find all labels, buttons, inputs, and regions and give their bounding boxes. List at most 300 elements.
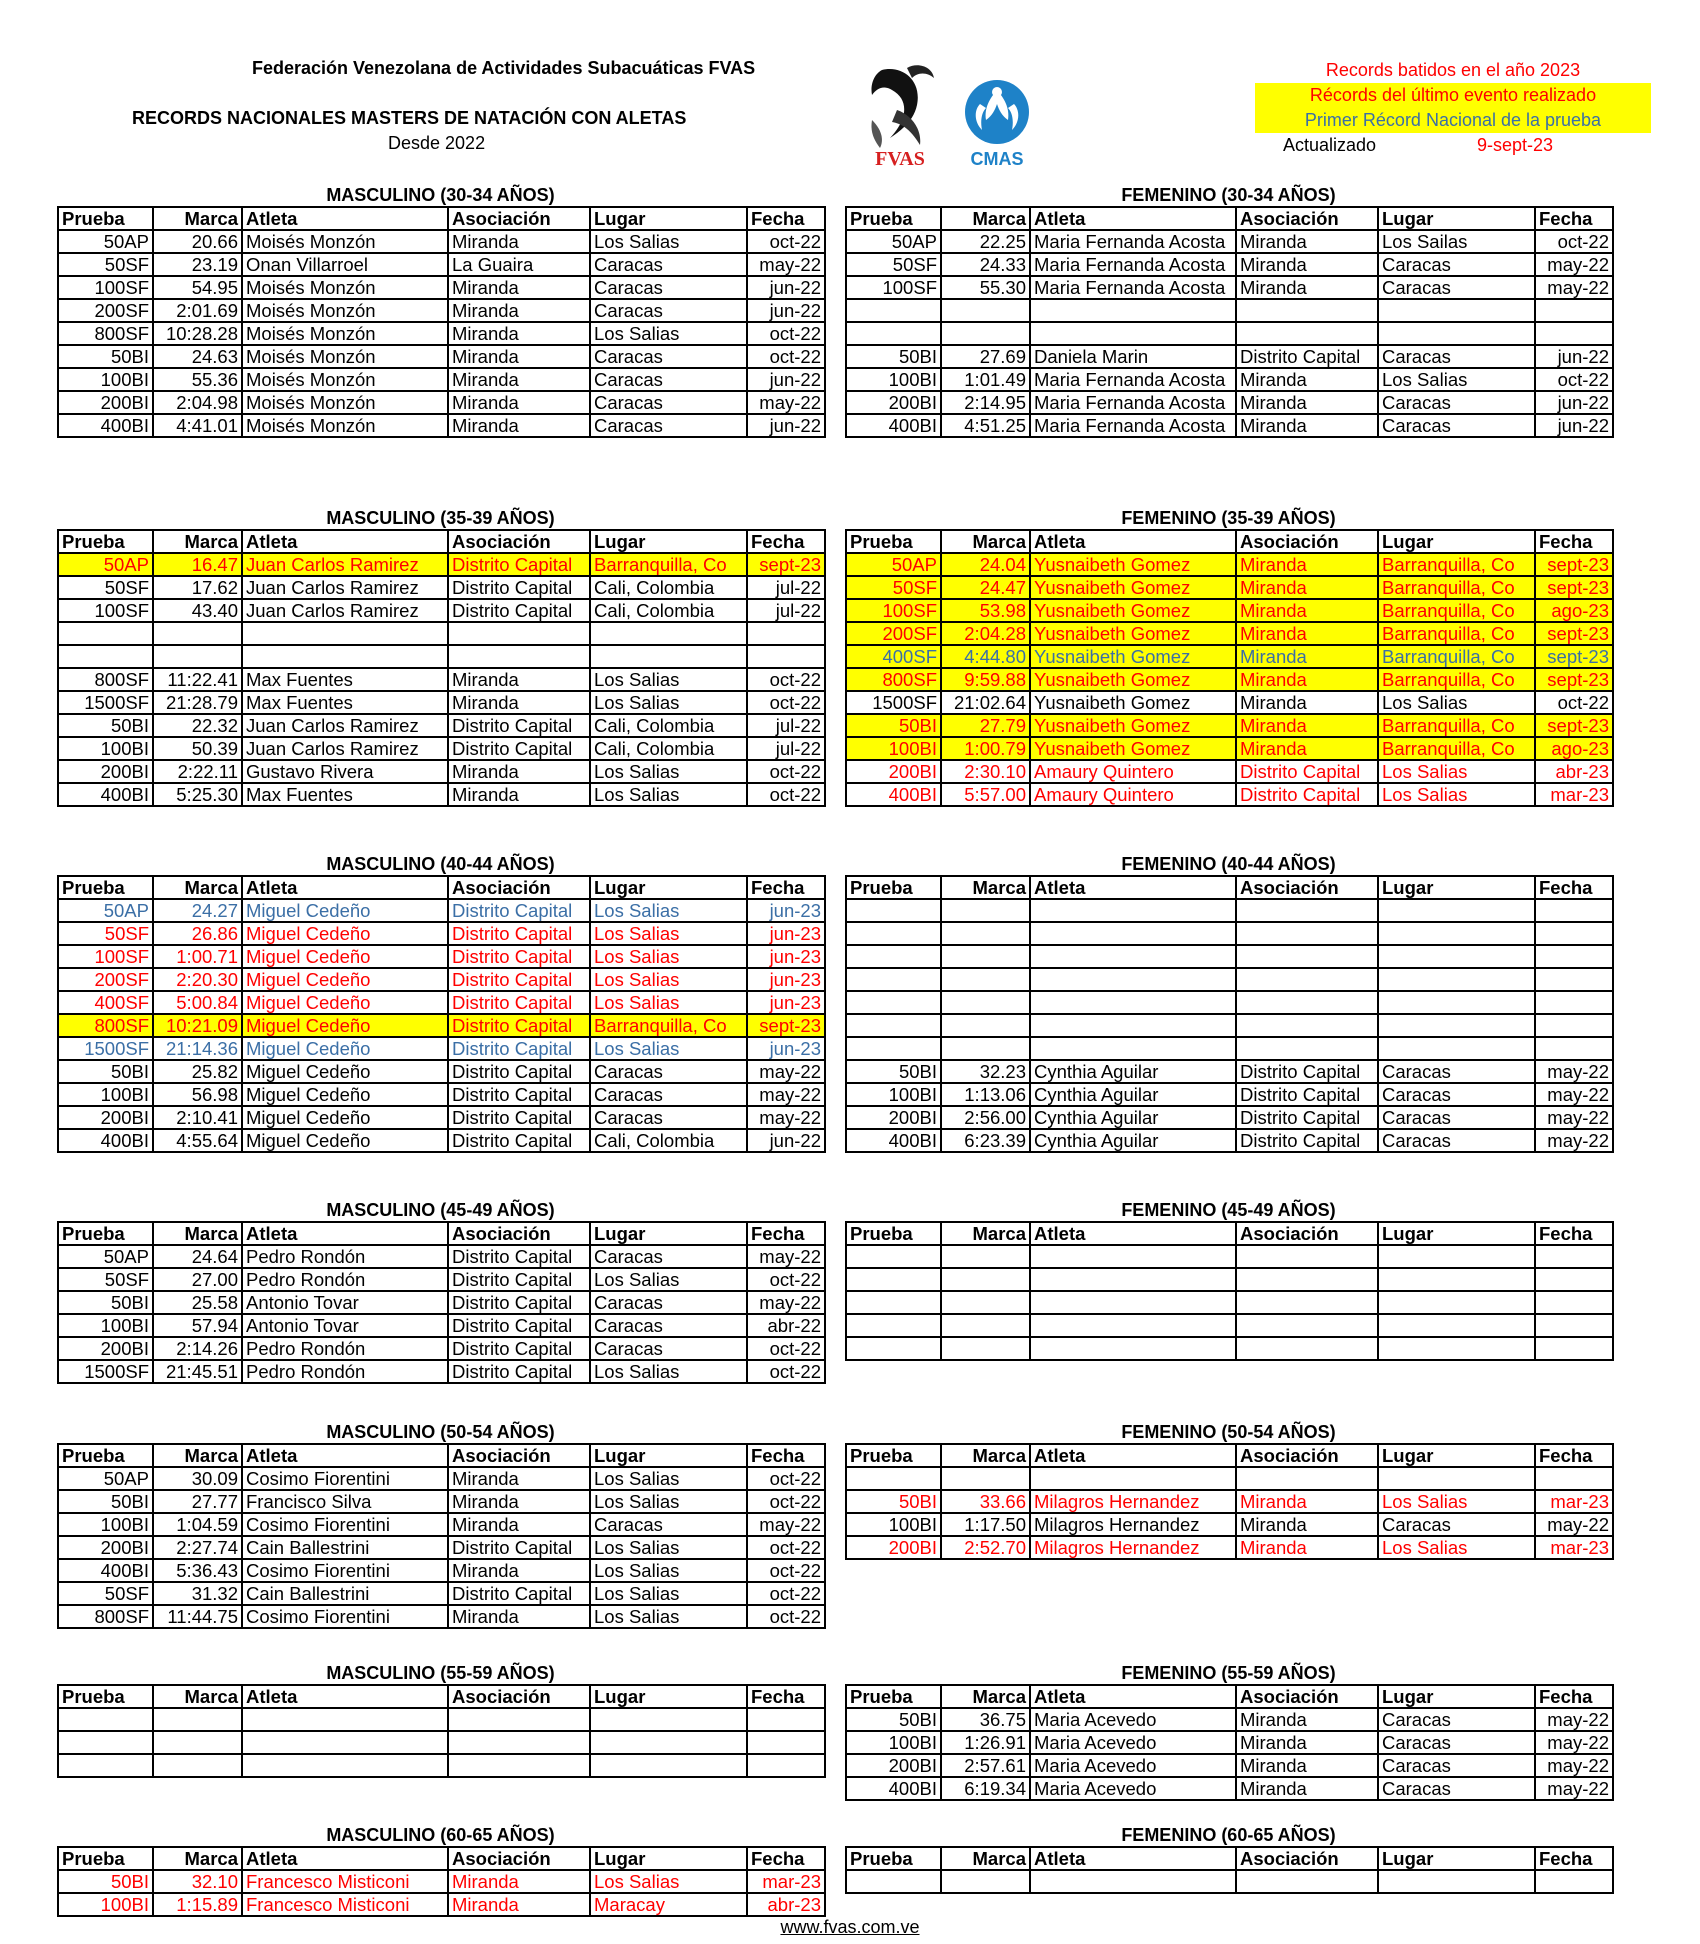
column-header-fecha: Fecha [747,1222,825,1245]
cell-prueba: 50BI [58,1490,153,1513]
cell-fecha: oct-22 [747,1337,825,1360]
cell-lugar: Caracas [590,276,747,299]
cell-lugar: Caracas [1378,1060,1535,1083]
cell-marca: 27.79 [941,714,1030,737]
logos [862,60,1062,170]
cell-atleta: Antonio Tovar [242,1314,448,1337]
cell-prueba [846,1037,941,1060]
cell-fecha: jun-23 [747,945,825,968]
cell-prueba: 50SF [58,1268,153,1291]
table-header-row [58,1222,825,1245]
cell-marca: 22.32 [153,714,242,737]
cell-asociacion: Miranda [448,668,590,691]
cell-marca: 21:45.51 [153,1360,242,1383]
cell-lugar: Caracas [1378,414,1535,437]
column-header-lugar: Lugar [590,1685,747,1708]
records-table-femenino [845,1684,1614,1801]
cell-prueba: 200BI [58,760,153,783]
cell-prueba: 400BI [846,1777,941,1800]
cell-atleta: Yusnaibeth Gomez [1030,691,1236,714]
cell-fecha [1535,991,1613,1014]
cell-atleta [1030,1291,1236,1314]
records-table-masculino [57,1684,826,1778]
cell-asociacion: Distrito Capital [1236,760,1378,783]
column-header-lugar: Lugar [590,1444,747,1467]
cell-prueba: 50BI [846,1060,941,1083]
column-header-marca: Marca [153,530,242,553]
cell-asociacion: Miranda [448,1513,590,1536]
cell-prueba: 50AP [58,1467,153,1490]
column-header-prueba: Prueba [846,876,941,899]
cell-prueba [58,1731,153,1754]
cell-atleta: Miguel Cedeño [242,899,448,922]
table-row [58,230,825,253]
cell-prueba: 50AP [846,553,941,576]
cell-marca: 4:41.01 [153,414,242,437]
cell-atleta [242,645,448,668]
records-table-masculino [57,206,826,438]
cell-lugar: Barranquilla, Co [590,553,747,576]
cell-prueba: 800SF [58,668,153,691]
legend-beaten-2023: Records batidos en el año 2023 [1325,60,1581,80]
cell-prueba: 100BI [846,368,941,391]
cell-prueba: 100SF [58,945,153,968]
cell-lugar [1378,1014,1535,1037]
cell-marca: 2:14.95 [941,391,1030,414]
cell-lugar: Los Salias [590,968,747,991]
table-row [58,322,825,345]
table-row [58,391,825,414]
cell-fecha [1535,299,1613,322]
cell-asociacion: Miranda [448,368,590,391]
cell-marca: 2:22.11 [153,760,242,783]
cell-atleta: Juan Carlos Ramirez [242,576,448,599]
column-header-marca: Marca [153,1444,242,1467]
cell-lugar: Caracas [1378,1708,1535,1731]
cell-asociacion [448,622,590,645]
cell-lugar [1378,322,1535,345]
cell-prueba: 1500SF [846,691,941,714]
table-row [846,1037,1613,1060]
cell-marca [153,1731,242,1754]
table-row [58,1708,825,1731]
cell-asociacion [1236,991,1378,1014]
cell-asociacion: Distrito Capital [448,1314,590,1337]
cell-asociacion: Distrito Capital [448,737,590,760]
cell-atleta: Amaury Quintero [1030,783,1236,806]
table-row [58,1513,825,1536]
cell-fecha: sept-23 [1535,714,1613,737]
cell-atleta: Max Fuentes [242,783,448,806]
cell-prueba [846,1245,941,1268]
section-title-femenino: FEMENINO (55-59 AÑOS) [1121,1663,1336,1683]
cell-lugar: Los Salias [590,1582,747,1605]
table-row [846,622,1613,645]
cell-prueba: 50BI [846,1708,941,1731]
cell-fecha: jul-22 [747,737,825,760]
updated-date: 9-sept-23 [1477,135,1554,155]
cell-marca [941,991,1030,1014]
table-row [846,391,1613,414]
table-row [846,253,1613,276]
column-header-lugar: Lugar [1378,530,1535,553]
cell-prueba [846,922,941,945]
column-header-marca: Marca [941,1444,1030,1467]
cell-marca [941,1014,1030,1037]
cell-fecha [1535,1870,1613,1893]
cell-prueba: 100BI [58,1893,153,1916]
cell-lugar: Caracas [590,391,747,414]
cell-atleta [1030,899,1236,922]
cell-asociacion: Distrito Capital [448,1291,590,1314]
cell-prueba: 400BI [58,783,153,806]
cell-asociacion: Miranda [1236,1754,1378,1777]
cell-prueba: 100BI [58,1083,153,1106]
table-row [846,1754,1613,1777]
cell-marca: 4:51.25 [941,414,1030,437]
cell-marca: 2:14.26 [153,1337,242,1360]
cell-prueba [846,322,941,345]
cell-asociacion [448,1754,590,1777]
cell-asociacion: Distrito Capital [448,553,590,576]
cell-marca: 53.98 [941,599,1030,622]
column-header-asociacion: Asociación [1236,530,1378,553]
cell-asociacion: Miranda [448,345,590,368]
cell-lugar: Caracas [1378,1106,1535,1129]
cell-prueba: 200BI [846,760,941,783]
cell-marca: 1:00.71 [153,945,242,968]
table-row [58,1559,825,1582]
cell-asociacion: Miranda [448,1467,590,1490]
cell-fecha: oct-22 [747,322,825,345]
table-row [846,299,1613,322]
cell-atleta: Juan Carlos Ramirez [242,599,448,622]
legend-first-record: Primer Récord Nacional de la prueba [1255,108,1651,133]
cell-asociacion: Distrito Capital [448,1536,590,1559]
table-row [58,553,825,576]
footer-url[interactable]: www.fvas.com.ve [780,1917,920,1937]
cell-marca: 10:28.28 [153,322,242,345]
cell-prueba: 50SF [58,1582,153,1605]
cell-lugar: Los Salias [1378,760,1535,783]
cell-marca: 17.62 [153,576,242,599]
cell-fecha: sept-23 [747,1014,825,1037]
cell-asociacion [448,1708,590,1731]
cell-lugar: Cali, Colombia [590,599,747,622]
cell-atleta [1030,1467,1236,1490]
cell-fecha: oct-22 [1535,368,1613,391]
cell-marca: 21:02.64 [941,691,1030,714]
table-row [846,1490,1613,1513]
section-title-femenino: FEMENINO (45-49 AÑOS) [1121,1200,1336,1220]
cell-fecha [747,1754,825,1777]
table-row [846,1314,1613,1337]
cell-atleta [242,1754,448,1777]
column-header-asociacion: Asociación [1236,1847,1378,1870]
column-header-prueba: Prueba [846,1685,941,1708]
cell-marca: 5:57.00 [941,783,1030,806]
cell-atleta: Cosimo Fiorentini [242,1605,448,1628]
column-header-asociacion: Asociación [1236,207,1378,230]
cell-atleta: Max Fuentes [242,691,448,714]
table-row [846,945,1613,968]
cell-lugar: Los Salias [590,1536,747,1559]
cell-fecha: sept-23 [747,553,825,576]
cell-atleta [242,1731,448,1754]
column-header-lugar: Lugar [590,1222,747,1245]
cell-marca [941,1037,1030,1060]
cell-fecha: oct-22 [747,345,825,368]
cell-asociacion [1236,899,1378,922]
cell-marca [153,1754,242,1777]
cell-lugar: Los Salias [590,945,747,968]
cell-fecha: abr-23 [747,1893,825,1916]
column-header-fecha: Fecha [747,207,825,230]
cell-marca: 11:44.75 [153,1605,242,1628]
cell-fecha: jun-22 [747,414,825,437]
cell-atleta: Miguel Cedeño [242,922,448,945]
cell-asociacion: Distrito Capital [448,1106,590,1129]
table-row [58,599,825,622]
cell-atleta: Maria Fernanda Acosta [1030,414,1236,437]
cell-atleta: Miguel Cedeño [242,1060,448,1083]
cell-fecha: may-22 [747,1291,825,1314]
cell-fecha: abr-22 [747,1314,825,1337]
cell-fecha: jun-22 [1535,345,1613,368]
cell-prueba: 50AP [846,230,941,253]
cell-marca: 11:22.41 [153,668,242,691]
cell-lugar: Barranquilla, Co [1378,576,1535,599]
column-header-asociacion: Asociación [448,1685,590,1708]
table-header-row [58,207,825,230]
cell-atleta: Yusnaibeth Gomez [1030,714,1236,737]
cell-marca [941,922,1030,945]
table-row [58,1360,825,1383]
cell-asociacion [1236,1467,1378,1490]
table-row [58,1060,825,1083]
cell-fecha: oct-22 [1535,230,1613,253]
cell-asociacion [448,645,590,668]
cell-asociacion: Miranda [448,783,590,806]
cell-lugar: Los Salias [590,1360,747,1383]
column-header-prueba: Prueba [846,1444,941,1467]
cell-fecha [1535,899,1613,922]
cell-marca [153,645,242,668]
cell-fecha: may-22 [747,391,825,414]
table-row [58,576,825,599]
cell-marca: 27.69 [941,345,1030,368]
document-title: RECORDS NACIONALES MASTERS DE NATACIÓN CON ALETAS [132,108,687,128]
cell-asociacion: Miranda [1236,691,1378,714]
column-header-atleta: Atleta [1030,1444,1236,1467]
cell-lugar: Cali, Colombia [590,714,747,737]
cell-asociacion: Miranda [448,391,590,414]
cell-prueba: 200BI [58,1536,153,1559]
cell-marca: 21:28.79 [153,691,242,714]
table-row [58,1314,825,1337]
table-row [58,1129,825,1152]
cell-asociacion [1236,945,1378,968]
cell-fecha: may-22 [1535,253,1613,276]
table-header-row [846,1444,1613,1467]
cell-atleta: Onan Villarroel [242,253,448,276]
cell-asociacion [448,1731,590,1754]
column-header-atleta: Atleta [1030,207,1236,230]
cell-atleta: Moisés Monzón [242,276,448,299]
column-header-marca: Marca [153,1685,242,1708]
column-header-atleta: Atleta [1030,1685,1236,1708]
cell-fecha: oct-22 [747,1467,825,1490]
cell-prueba: 200BI [846,1754,941,1777]
cell-marca: 30.09 [153,1467,242,1490]
cell-lugar: Los Salias [1378,691,1535,714]
cell-marca: 1:04.59 [153,1513,242,1536]
cell-asociacion: Miranda [448,322,590,345]
table-row [58,1870,825,1893]
cell-prueba: 400BI [846,414,941,437]
cell-fecha: may-22 [747,1513,825,1536]
cell-atleta: Yusnaibeth Gomez [1030,737,1236,760]
cell-fecha: oct-22 [1535,691,1613,714]
cell-marca: 2:04.28 [941,622,1030,645]
cell-prueba: 50SF [846,576,941,599]
cell-atleta: Miguel Cedeño [242,991,448,1014]
cell-prueba: 400SF [58,991,153,1014]
cell-prueba: 100BI [58,737,153,760]
cmas-logo-icon [965,80,1029,144]
cell-asociacion [1236,1314,1378,1337]
cell-prueba: 50BI [58,1870,153,1893]
cell-lugar: Barranquilla, Co [1378,645,1535,668]
column-header-marca: Marca [941,1685,1030,1708]
cell-lugar: Maracay [590,1893,747,1916]
cell-atleta [1030,991,1236,1014]
cell-prueba [846,1467,941,1490]
column-header-marca: Marca [153,1222,242,1245]
cell-asociacion [1236,322,1378,345]
table-row [846,1731,1613,1754]
cell-asociacion: Miranda [1236,1708,1378,1731]
table-header-row [58,1685,825,1708]
cell-marca: 5:25.30 [153,783,242,806]
cell-asociacion: Distrito Capital [448,1360,590,1383]
cell-fecha: mar-23 [1535,783,1613,806]
cell-atleta: Juan Carlos Ramirez [242,714,448,737]
table-row [58,1605,825,1628]
table-row [58,1731,825,1754]
cell-fecha: may-22 [1535,1083,1613,1106]
cell-prueba [846,991,941,1014]
cell-asociacion: Miranda [448,1490,590,1513]
cell-asociacion: Distrito Capital [1236,345,1378,368]
cell-lugar: Los Salias [590,922,747,945]
table-row [846,276,1613,299]
table-row [846,368,1613,391]
cell-lugar [1378,299,1535,322]
section-title-masculino: MASCULINO (60-65 AÑOS) [326,1825,555,1845]
cell-lugar: Caracas [1378,276,1535,299]
cell-atleta [1030,968,1236,991]
cell-fecha: may-22 [1535,1731,1613,1754]
cell-marca: 9:59.88 [941,668,1030,691]
cell-fecha [1535,922,1613,945]
cell-lugar: Los Salias [590,1490,747,1513]
cell-atleta: Cain Ballestrini [242,1582,448,1605]
cell-marca: 54.95 [153,276,242,299]
cell-prueba: 200SF [58,299,153,322]
table-header-row [846,1685,1613,1708]
cell-marca: 20.66 [153,230,242,253]
cell-lugar [1378,1337,1535,1360]
cell-lugar: Caracas [590,1060,747,1083]
cell-marca: 2:52.70 [941,1536,1030,1559]
cell-marca: 6:23.39 [941,1129,1030,1152]
cell-marca: 55.36 [153,368,242,391]
cell-asociacion: Miranda [1236,599,1378,622]
cell-marca: 2:04.98 [153,391,242,414]
cell-prueba: 100BI [846,1513,941,1536]
column-header-atleta: Atleta [1030,1847,1236,1870]
cell-fecha [747,645,825,668]
cell-fecha: may-22 [747,1083,825,1106]
cell-asociacion [1236,1268,1378,1291]
cell-atleta: Amaury Quintero [1030,760,1236,783]
cell-prueba: 100BI [58,368,153,391]
cell-lugar: Barranquilla, Co [1378,622,1535,645]
fvas-logo-icon [862,60,1062,170]
cell-lugar: Los Salias [590,1037,747,1060]
cell-fecha: jul-22 [747,599,825,622]
cell-fecha [1535,945,1613,968]
cell-prueba: 100BI [846,1731,941,1754]
cell-marca: 22.25 [941,230,1030,253]
records-table-masculino [57,1443,826,1629]
cell-lugar: Los Salias [590,1268,747,1291]
cell-lugar: Barranquilla, Co [1378,714,1535,737]
cell-atleta: Gustavo Rivera [242,760,448,783]
table-row [846,599,1613,622]
cell-prueba [58,622,153,645]
cell-marca: 32.23 [941,1060,1030,1083]
cell-fecha: oct-22 [747,1490,825,1513]
cell-prueba: 800SF [58,1605,153,1628]
cell-atleta [1030,1337,1236,1360]
table-header-row [58,1444,825,1467]
cell-prueba: 50SF [58,576,153,599]
table-row [846,230,1613,253]
column-header-fecha: Fecha [747,1444,825,1467]
cell-prueba [58,1754,153,1777]
cell-asociacion [1236,1014,1378,1037]
column-header-asociacion: Asociación [448,1847,590,1870]
cell-fecha: oct-22 [747,1582,825,1605]
cell-marca: 25.58 [153,1291,242,1314]
column-header-atleta: Atleta [242,1444,448,1467]
cell-fecha: sept-23 [1535,668,1613,691]
cell-lugar: Caracas [1378,345,1535,368]
column-header-asociacion: Asociación [448,1444,590,1467]
cell-fecha: jun-23 [747,991,825,1014]
column-header-marca: Marca [153,1847,242,1870]
cell-lugar: Caracas [590,1314,747,1337]
column-header-prueba: Prueba [58,876,153,899]
cell-marca [153,622,242,645]
cell-lugar: Los Salias [590,668,747,691]
cell-fecha: oct-22 [747,1268,825,1291]
cell-atleta: Juan Carlos Ramirez [242,737,448,760]
cell-fecha: abr-23 [1535,760,1613,783]
cell-marca: 23.19 [153,253,242,276]
